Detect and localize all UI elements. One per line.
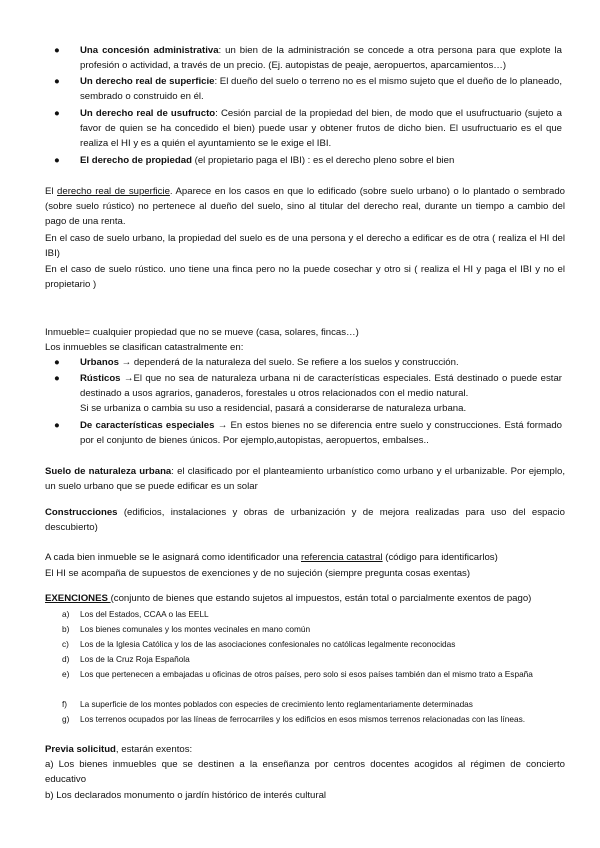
exencion-item: g) Los terrenos ocupados por las líneas de ferrocarriles y los edificios en esos mismos terrenos relacionadas con las líneas.: [62, 714, 526, 724]
exencion-item: d) Los de la Cruz Roja Española: [62, 654, 190, 664]
term: Suelo de naturaleza urbana: [45, 466, 172, 477]
list-item: [54, 43, 562, 73]
underlined-term: referencia catastral: [301, 552, 383, 563]
term: El derecho de propiedad: [80, 155, 192, 166]
paragraph-construcciones: Construcciones (edificios, instalaciones y obras de urbanización y de mejora realizadas para uso del espacio descubierto): [45, 507, 565, 534]
previa-solicitud-heading: Previa solicitud, estarán exentos:: [45, 744, 193, 755]
paragraph-suelo-urbano: En el caso de suelo urbano, la propiedad del suelo es de una persona y el derecho a edificar es de otra ( realiza el HI del IBI): [45, 233, 565, 260]
list-item: [54, 74, 563, 104]
paragraph-hi-exenciones: El HI se acompaña de supuestos de exenciones y de no sujeción (siempre pregunta cosas exentas): [45, 568, 471, 579]
definition: → dependerá de la naturaleza del suelo. Se refiere a los suelos y construcción.: [118, 357, 459, 368]
bullet-icon: ●: [54, 108, 60, 119]
exencion-item: e) Los que pertenecen a embajadas u oficinas de otros países, pero solo si esos países también dan el mismo trato a España: [62, 669, 533, 679]
term: Rústicos: [80, 373, 121, 384]
paragraph-suelo-rustico: En el caso de suelo rústico. uno tiene una finca pero no la puede cosechar y otro si ( realiza el HI y paga el IBI y no el propietario ): [45, 264, 565, 291]
inmueble-definition: Inmueble= cualquier propiedad que no se mueve (casa, solares, fincas…): [45, 327, 359, 338]
paragraph-referencia-catastral: A cada bien inmueble se le asignará como identificador una referencia catastral (código para identificarlos): [45, 552, 498, 563]
definition: → En estos bienes no se diferencia entre suelo y construcciones. Está formado por el conjunto de bienes únicos. Por ejemplo,autopistas, aeropuertos, embalses..: [80, 420, 562, 447]
section-title: EXENCIONES: [45, 593, 111, 604]
bullet-icon: ●: [54, 357, 60, 368]
bullet-icon: ●: [54, 420, 60, 431]
exencion-item: c) Los de la Iglesia Católica y los de las asociaciones confesionales no católicas legalmente reconocidas: [62, 639, 456, 649]
term: Urbanos: [80, 357, 119, 368]
paragraph-superficie: El derecho real de superficie. Aparece en los casos en que lo edificado (sobre suelo urbano) o lo plantado o sembrado (sobre suelo rústico) no pertenece al dueño del suelo, sino al titular del derecho real, durante un tiempo a cambio del pago de una renta.: [45, 186, 565, 228]
bullet-icon: ●: [54, 45, 60, 56]
term: Construcciones: [45, 507, 118, 518]
bullet-icon: ●: [54, 155, 60, 166]
bullet-icon: ●: [54, 76, 60, 87]
term: Una concesión administrativa: [80, 45, 219, 56]
definition: →El que no sea de naturaleza urbana ni de características especiales. Está destinado o puede estar destinado a usos agrarios, ganaderos, forestales u otros relacionados con el medio natural.: [80, 373, 562, 400]
exenciones-heading: EXENCIONES (conjunto de bienes que estando sujetos al impuestos, están total o parcialmente exentos de pago): [45, 593, 532, 604]
previa-item-a: a) Los bienes inmuebles que se destinen a la enseñanza por centros docentes acogidos al régimen de concierto educativo: [45, 759, 565, 786]
previa-item-b: b) Los declarados monumento o jardín histórico de interés cultural: [45, 790, 327, 801]
list-item: [54, 371, 562, 417]
term: Previa solicitud: [45, 744, 116, 755]
definition: : El dueño del suelo o terreno no es el mismo sujeto que el dueño de lo planeado, sembrado o construido en él.: [80, 76, 563, 103]
term: De características especiales: [80, 420, 215, 431]
definition-note: Si se urbaniza o cambia su uso a residencial, pasará a considerarse de naturaleza urbana.: [80, 403, 467, 415]
bullet-icon: ●: [54, 373, 60, 384]
paragraph-suelo-naturaleza-urbana: Suelo de naturaleza urbana: el clasificado por el planteamiento urbanístico como urbano y el urbanizable. Por ejemplo, un suelo urbano que se puede edificar es un solar: [45, 466, 565, 493]
definition: (el propietario paga el IBI) : es el derecho pleno sobre el bien: [191, 155, 455, 166]
exencion-item: b) Los bienes comunales y los montes vecinales en mano común: [62, 624, 311, 634]
list-item: [54, 153, 562, 168]
underlined-term: derecho real de superficie: [57, 186, 170, 197]
term: Un derecho real de usufructo: [80, 108, 216, 119]
definition: : Cesión parcial de la propiedad del bien, de modo que el usufructuario (sujeto a favor de quien se ha concedido el bien) puede usar y obtener frutos de dicho bien. El usufructuario es el que realiza el HI y es a quién el ayuntamiento se le exige el IBI.: [80, 108, 562, 150]
list-item: [54, 418, 562, 448]
list-item: [54, 106, 562, 152]
definition: : un bien de la administración se concede a otra persona para que explote la profesión o actividad, a través de un precio. (Ej. autopistas de peaje, aeropuertos, aparcamientos…): [80, 45, 562, 72]
list-item: [54, 355, 562, 370]
term: Un derecho real de superficie: [80, 76, 215, 87]
exencion-item: a) Los del Estados, CCAA o las EELL: [62, 609, 209, 619]
inmueble-classification: Los inmuebles se clasifican catastralmente en:: [45, 342, 244, 353]
exencion-item: f) La superficie de los montes poblados con especies de crecimiento lento reglamentariamente determinadas: [62, 699, 473, 709]
